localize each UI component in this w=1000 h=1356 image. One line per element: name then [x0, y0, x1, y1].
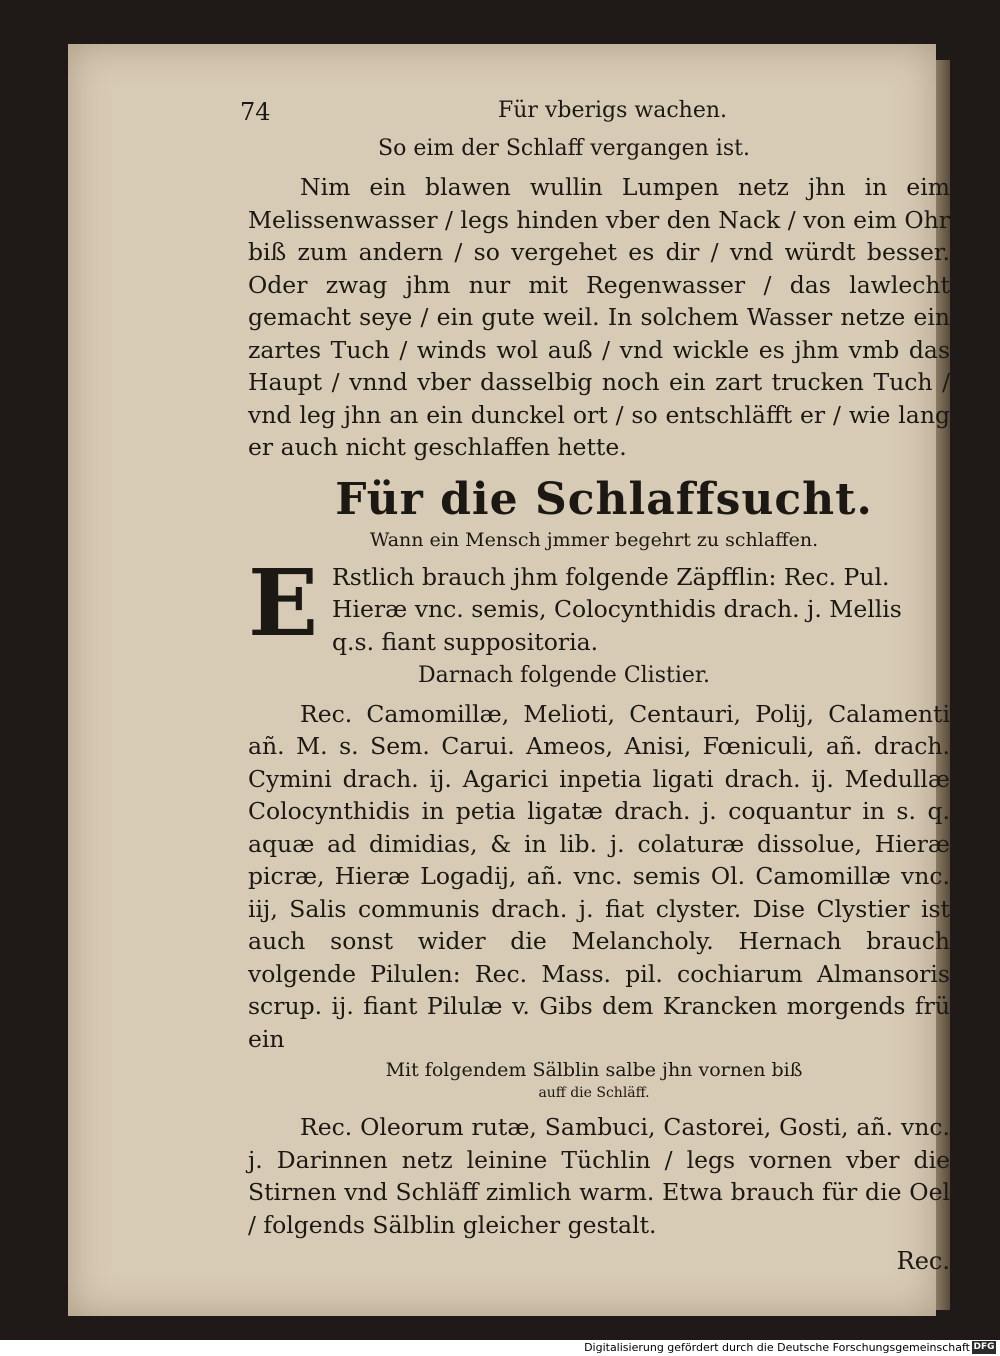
subheading-salve: Mit folgendem Sälblin salbe jhn vornen biß: [385, 1059, 803, 1081]
page-text: [178, 98, 950, 1275]
drop-cap: E: [248, 548, 319, 657]
dfg-logo-icon: DFG: [973, 1342, 995, 1352]
paragraph-remedy-1: Nim ein blawen wullin Lumpen netz jhn in eim Melissenwasser / legs hinden vber den Nack / von eim Ohr biß zum andern / so vergehet es dir / vnd würdt besser. Oder zwag jhm nur mit Regenwasser / das lawlecht gemacht seye / ein gute weil. In solchem Wasser netze ein zartes Tuch / winds wol auß / vnd wickle es jhm vmb das Haupt / vnnd vber dasselbig noch ein zart trucken Tuch / vnd leg jhn an ein dunckel ort / so entschläfft er / wie lang er auch nicht geschlaffen hette.: [248, 173, 950, 461]
paragraph-suppositories-text: Rstlich brauch jhm folgende Zäpfflin: Rec. Pul. Hieræ vnc. semis, Colocynthidis drach. j. Mellis q.s. fiant suppositoria.: [332, 562, 902, 656]
paragraph-oil-recipe: Rec. Oleorum rutæ, Sambuci, Castorei, Gosti, añ. vnc. j. Darinnen netz leinine Tüchlin / legs vornen vber die Stirnen vnd Schläff zimlich warm. Etwa brauch für die Oel / folgends Sälblin gleicher gestalt.: [248, 1113, 950, 1239]
subheading-sleep-lost: So eim der Schlaff vergangen ist.: [378, 136, 750, 161]
footer-bar: [0, 1340, 1000, 1356]
footer-credit: Digitalisierung gefördert durch die Deutsche Forschungsgemeinschaft: [584, 1341, 970, 1354]
paragraph-clyster-recipe: Rec. Camomillæ, Melioti, Centauri, Polij, Calamenti añ. M. s. Sem. Carui. Ameos, Anisi, Fœniculi, añ. drach. Cymini drach. ij. Agarici inpetia ligati drach. ij. Medullæ Colocynthidis in petia ligatæ drach. j. coquantur in s. q. aquæ ad dimidias, & in lib. j. colaturæ dissolue, Hieræ picræ, Hieræ Logadij, añ. vnc. semis Ol. Camomillæ vnc. iij, Salis communis drach. j. fiat clyster. Dise Clystier ist auch sonst wider die Melancholy. Hernach brauch volgende Pilulen: Rec. Mass. pil. cochiarum Almansoris scrup. ij. fiant Pilulæ v. Gibs dem Krancken morgends frü ein: [248, 699, 950, 1053]
running-head: [178, 98, 950, 132]
paragraph-suppositories: [248, 548, 950, 659]
section-heading: Für die Schlaffsucht.: [335, 473, 873, 525]
subheading-salve-continued: auff die Schläff.: [538, 1085, 650, 1101]
running-head-title: Für vberigs wachen.: [498, 98, 728, 123]
page-number: 74: [240, 98, 271, 126]
subheading-clyster: Darnach folgende Clistier.: [417, 662, 710, 688]
catchword: Rec.: [896, 1247, 950, 1275]
section-subheading: Wann ein Mensch jmmer begehrt zu schlaffen.: [369, 528, 819, 551]
